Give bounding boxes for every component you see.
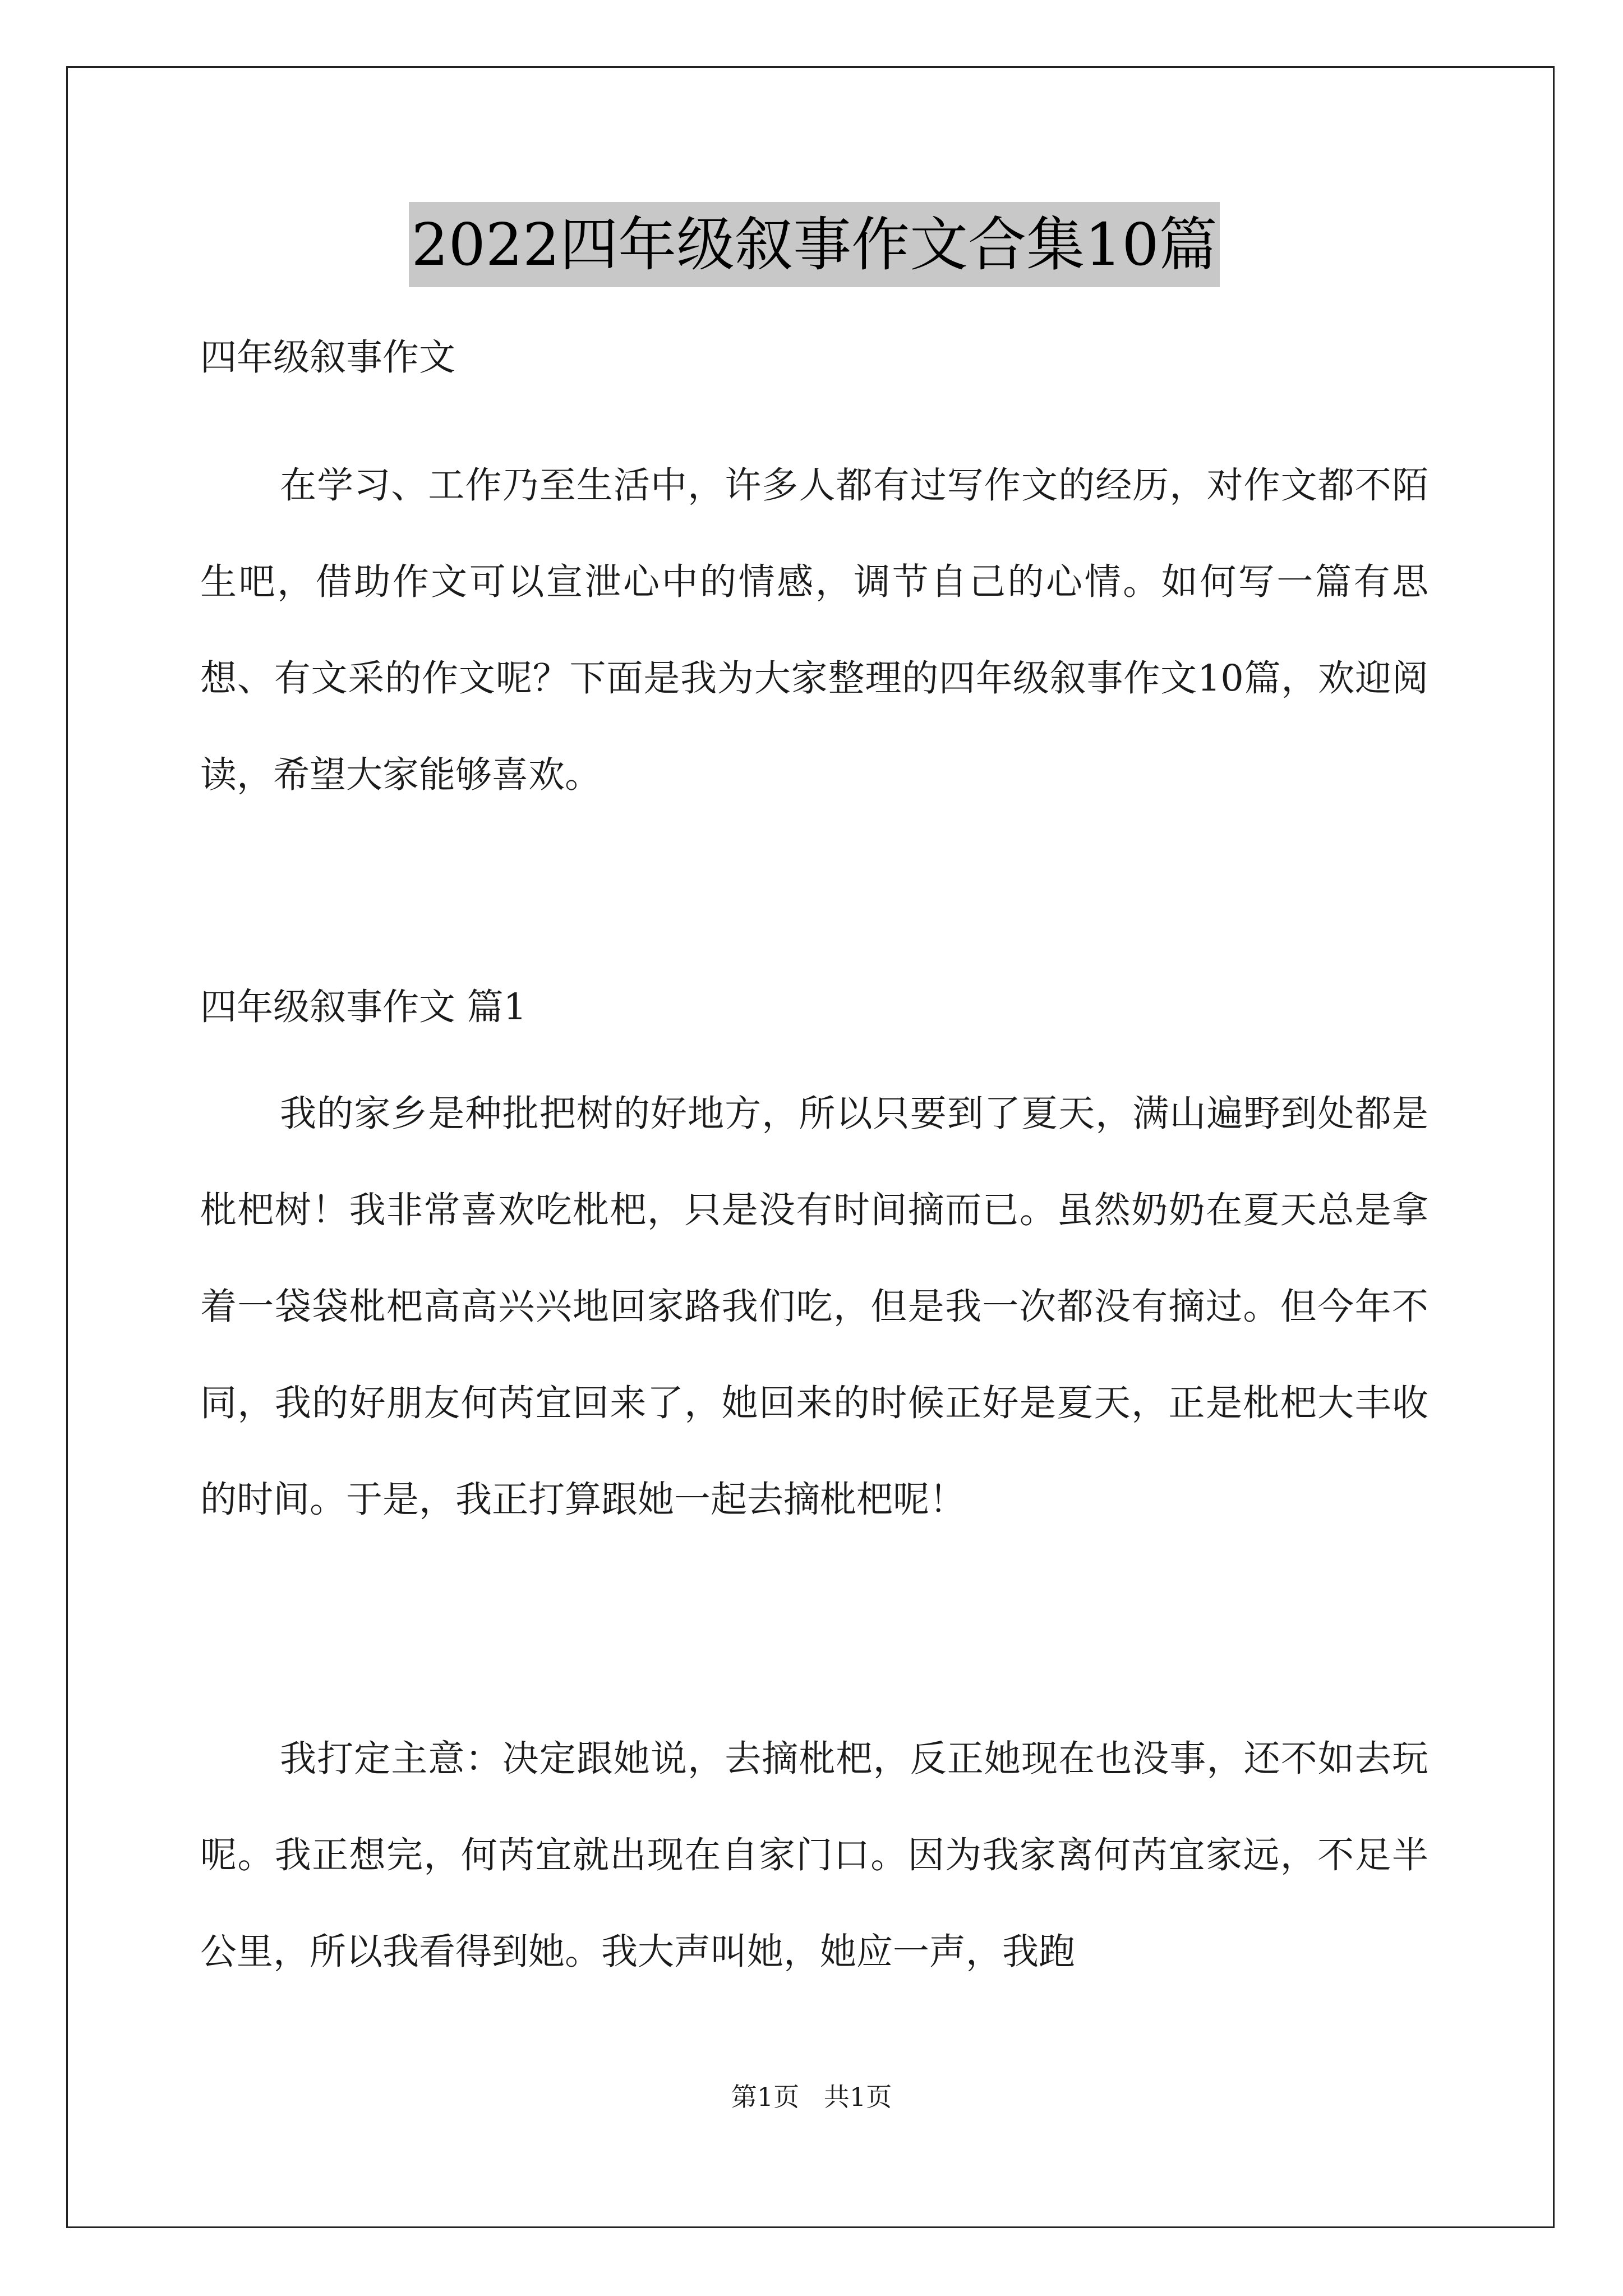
section1-paragraph-2: 我打定主意：决定跟她说，去摘枇杷，反正她现在也没事，还不如去玩呢。我正想完，何芮宜就出现在自家门口。因为我家离何芮宜家远，不足半公里，所以我看得到她。我大声叫她，她应一声，我跑 xyxy=(200,1738,1428,1973)
intro-heading: 四年级叙事作文 xyxy=(200,337,456,379)
section1-paragraph-1: 我的家乡是种批把树的好地方，所以只要到了夏天，满山遍野到处都是枇杷树！我非常喜欢吃枇杷，只是没有时间摘而已。虽然奶奶在夏天总是拿着一袋袋枇杷高高兴兴地回家路我们吃，但是我一次都没有摘过。但今年不同，我的好朋友何芮宜回来了，她回来的时候正好是夏天，正是枇杷大丰收的时间。于是，我正打算跟她一起去摘枇杷呢！ xyxy=(200,1093,1428,1521)
section1-heading: 四年级叙事作文 篇1 xyxy=(200,986,527,1028)
title-container xyxy=(200,202,1428,287)
page-footer: 第1页 共1页 xyxy=(731,2082,892,2112)
intro-paragraph: 在学习、工作乃至生活中，许多人都有过写作文的经历，对作文都不陌生吧，借助作文可以宣泄心中的情感，调节自己的心情。如何写一篇有思想、有文采的作文呢？下面是我为大家整理的四年级叙事作文10篇，欢迎阅读，希望大家能够喜欢。 xyxy=(200,464,1428,796)
document-title: 2022四年级叙事作文合集10篇 xyxy=(409,202,1219,287)
